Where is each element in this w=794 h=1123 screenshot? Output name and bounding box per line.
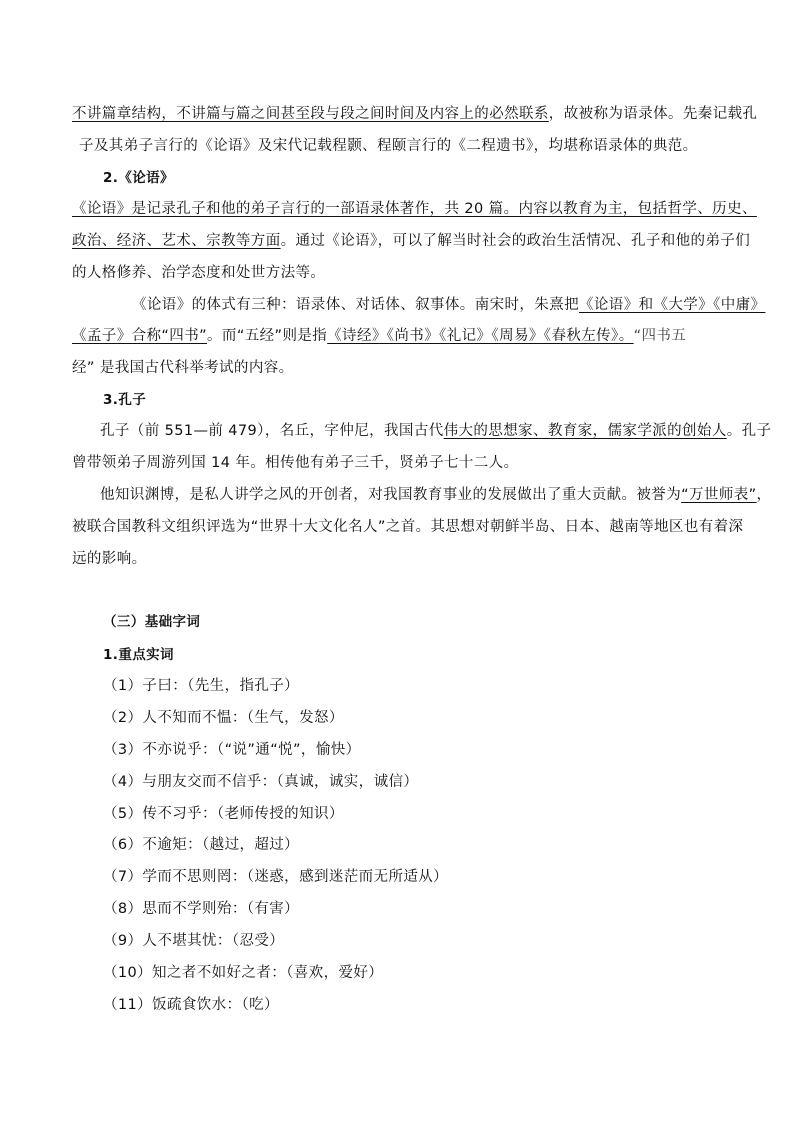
vocab-item: （1）子曰：（先生，指孔子） xyxy=(103,678,300,694)
text: 曾带领弟子周游列国 14 年。相传他有弟子三千，贤弟子七十二人。 xyxy=(72,455,519,471)
paragraph-line xyxy=(132,295,765,315)
underlined-text: “万世师表” xyxy=(681,487,757,503)
text: 。而“五经”则是指 xyxy=(207,328,328,344)
vocab-item: （10）知之者不如好之者：（喜欢，爱好） xyxy=(103,965,384,981)
section-heading-kongzi: 3.孔子 xyxy=(103,392,147,408)
text: 被联合国教科文组织评选为“世界十大文化名人”之首。其思想对朝鲜半岛、日本、越南等地区也有着深 xyxy=(72,519,744,535)
underlined-text: 《诗经》《尚书》《礼记》《周易》《春秋左传》。 xyxy=(327,328,634,344)
text: 经” 是我国古代科举考试的内容。 xyxy=(72,360,294,376)
section-heading-basic-words: （三）基础字词 xyxy=(103,614,201,630)
paragraph-line xyxy=(72,326,686,346)
paragraph-line xyxy=(72,549,147,569)
text: ， xyxy=(756,487,772,503)
vocab-item: （2）人不知而不愠：（生气，发怒） xyxy=(103,710,344,726)
paragraph-line xyxy=(72,104,757,124)
vocab-item: （5）传不习乎：（老师传授的知识） xyxy=(103,806,344,822)
vocab-item: （11）饭疏食饮水：（吃） xyxy=(103,997,279,1013)
paragraph-line xyxy=(72,231,750,251)
paragraph-line xyxy=(100,485,771,505)
text: 他知识渊博，是私人讲学之风的开创者，对我国教育事业的发展做出了重大贡献。被誉为 xyxy=(100,487,682,503)
text: 《论语》的体式有三种：语录体、对话体、叙事体。南宋时，朱熹把 xyxy=(132,297,579,313)
vocab-item: （6）不逾矩：（越过，超过） xyxy=(103,837,300,853)
underlined-text: 《论语》和《大学》《中庸》 xyxy=(579,297,766,313)
paragraph-line xyxy=(72,199,757,219)
paragraph-line xyxy=(100,421,771,441)
text: 。孔子 xyxy=(726,423,772,439)
text: 子及其弟子言行的《论语》及宋代记载程颢、程颐言行的《二程遗书》，均堪称语录体的典范。 xyxy=(79,138,698,154)
section-heading-lunyu: 2.《论语》 xyxy=(103,170,174,186)
paragraph-line xyxy=(72,263,325,283)
text: ，故被称为语录体。先秦记载孔 xyxy=(548,106,758,122)
vocab-item: （7）学而不思则罔：（迷惑，感到迷茫而无所适从） xyxy=(103,869,449,885)
text: 。通过《论语》，可以了解当时社会的政治生活情况、孔子和他的弟子们 xyxy=(280,233,751,249)
text: 孔子（前 551—前 479），名丘，字仲尼，我国古代 xyxy=(100,423,444,439)
text: 远的影响。 xyxy=(72,551,147,567)
paragraph-line xyxy=(72,358,294,378)
vocab-item: （9）人不堪其忧：（忍受） xyxy=(103,933,285,949)
underlined-text: 伟大的思想家、教育家，儒家学派的创始人 xyxy=(443,423,727,439)
vocab-item: （3）不亦说乎：（“说”通“悦”，愉快） xyxy=(103,742,361,758)
subheading-key-words: 1.重点实词 xyxy=(103,647,174,663)
underlined-text: 政治、经济、艺术、宗教等方面 xyxy=(72,233,281,249)
paragraph-line xyxy=(72,453,518,473)
paragraph-line xyxy=(79,136,698,156)
text: “四书五 xyxy=(633,328,687,344)
paragraph-line xyxy=(72,517,743,537)
vocab-item: （8）思而不学则殆：（有害） xyxy=(103,901,300,917)
underlined-text: 《孟子》合称“四书” xyxy=(72,328,208,344)
text: 的人格修养、治学态度和处世方法等。 xyxy=(72,265,326,281)
underlined-text: 《论语》是记录孔子和他的弟子言行的一部语录体著作，共 20 篇。内容以教育为主，包括哲学、历史、 xyxy=(72,201,757,217)
vocab-item: （4）与朋友交而不信乎：（真诚，诚实，诚信） xyxy=(103,774,419,790)
underlined-text: 不讲篇章结构，不讲篇与篇之间甚至段与段之间时间及内容上的必然联系 xyxy=(72,106,549,122)
